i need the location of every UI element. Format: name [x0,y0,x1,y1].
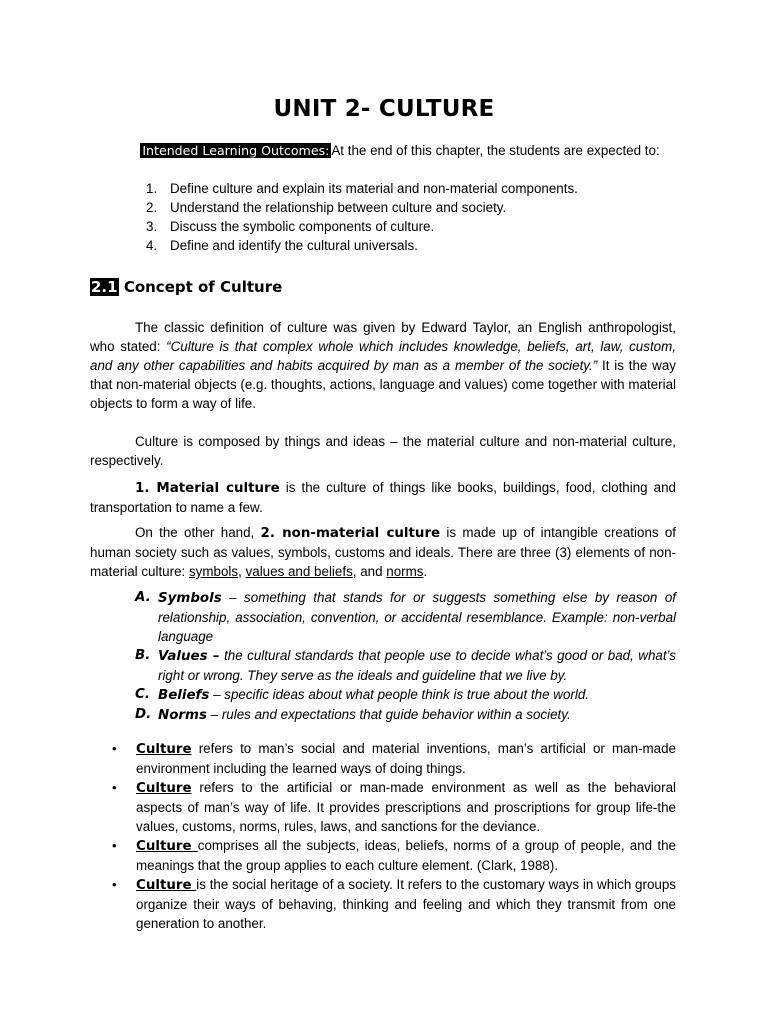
list-item [112,739,676,778]
list-text: Discuss the symbolic components of culture. [170,219,435,234]
non-material-culture-paragraph [90,523,676,581]
elements-list [135,588,676,725]
list-text: Define culture and explain its material and non-material components. [170,181,578,196]
element-text: – rules and expectations that guide behavior within a society. [206,707,571,722]
learning-outcomes-list [146,179,578,255]
norms-term: norms [386,564,424,579]
definition-paragraph [90,318,676,413]
composition-paragraph: Culture is composed by things and ideas – the material culture and non-material culture, respectively. [90,434,676,468]
list-item [112,836,676,875]
list-item [146,198,578,217]
section-number: 2.1 [91,278,118,296]
list-number: 1. [146,181,158,196]
learning-outcomes-label: Intended Learning Outcomes: [142,143,330,158]
bullet-icon: • [112,780,117,795]
bullet-icon: • [112,838,117,853]
paragraph-lead: On the other hand, [135,525,261,540]
culture-term: Culture [136,878,197,893]
paragraph-text: is the culture of things like books, buildings, food, clothing and transportation to name a few. [90,480,677,515]
culture-term: Culture [136,742,192,757]
section-title: Concept of Culture [123,278,283,296]
material-culture-term: 1. Material culture [135,481,280,496]
list-item [146,236,578,255]
paragraph-tail: It is the way that non-material objects (e.g. thoughts, actions, language and values) come together with material objects to form a way of life. [90,358,676,411]
separator: , [238,564,246,579]
list-item [112,875,676,933]
paragraph-text: is made up of intangible creations of human society such as values, symbols, customs and ideals. There are three (3) elements of non-material culture: [90,525,677,579]
list-text: Define and identify the cultural universals. [170,238,418,253]
list-item [135,685,676,705]
list-number: 2. [146,200,158,215]
taylor-quote: “Culture is that complex whole which includes knowledge, beliefs, art, law, custom, and any other capabilities and habits acquired by man as a member of the society.” [90,339,676,373]
page-title: UNIT 2- CULTURE [273,96,495,122]
list-letter: D. [135,707,152,722]
learning-outcomes-intro [100,142,700,160]
list-item [112,778,676,836]
element-term: Beliefs [158,688,210,703]
definition-text: refers to man’s social and material inventions, man’s artificial or man-made environment including the learned ways of doing things. [136,741,676,776]
list-item [135,588,676,646]
symbols-term: symbols [188,564,239,579]
list-item [135,646,676,685]
definition-text: is the social heritage of a society. It refers to the customary ways in which groups organize their ways of behaving, thinking and feeling and which they transmit from one generation to another. [136,877,676,931]
paragraph-lead: The classic definition of culture was given by Edward Taylor, an English anthropologist, who stated: [90,320,676,354]
values-beliefs-term: values and beliefs [245,564,353,579]
list-letter: A. [135,590,151,605]
list-number: 3. [146,219,158,234]
element-text: the cultural standards that people use to decide what’s good or bad, what’s right or wrong. They serve as the ideals and guideline that we live by. [158,648,676,683]
definition-text: comprises all the subjects, ideas, beliefs, norms of a group of people, and the meanings that the group applies to each culture element. (Clark, 1988). [136,838,676,873]
list-item [146,179,578,198]
culture-term: Culture [136,781,192,796]
material-culture-paragraph [90,478,676,517]
bullet-icon: • [112,741,117,756]
element-term: Symbols [158,591,222,606]
list-letter: C. [135,687,150,702]
definitions-list [112,739,676,933]
element-term: Values – [158,649,220,664]
definition-text: refers to the artificial or man-made environment as well as the behavioral aspects of man’s way of life. It provides prescriptions and proscriptions for group life-the values, customs, norms, rules, laws, and sanctions for the deviance. [136,780,676,834]
separator: , and [352,564,387,579]
list-item [146,217,578,236]
list-item [135,705,676,725]
element-term: Norms [158,708,207,723]
element-text: – something that stands for or suggests something else by reason of relationship, association, convention, or accidental resemblance. Example: non-verbal language [158,590,676,644]
list-text: Understand the relationship between culture and society. [170,200,507,215]
culture-term: Culture [136,839,198,854]
learning-outcomes-text: At the end of this chapter, the students are expected to: [331,143,660,158]
section-heading [90,278,282,296]
list-number: 4. [146,238,158,253]
element-text: – specific ideas about what people think is true about the world. [209,687,589,702]
list-letter: B. [135,648,151,663]
non-material-culture-term: 2. non-material culture [260,526,441,541]
separator: . [423,564,428,579]
bullet-icon: • [112,877,117,892]
